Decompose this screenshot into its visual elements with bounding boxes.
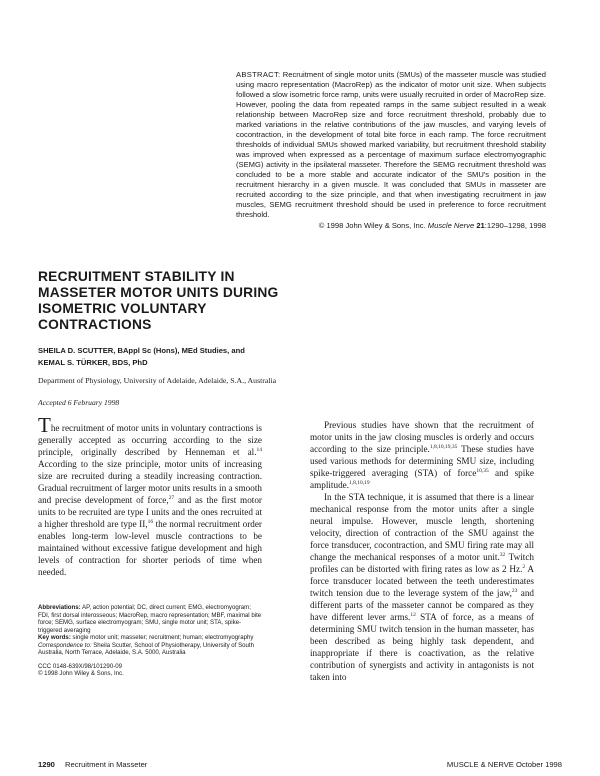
abbreviations <box>38 604 262 634</box>
reference: 32 <box>499 551 506 558</box>
ccc-code: CCC 0148-639X/98/101290-09 <box>38 662 123 670</box>
reference: 12 <box>410 611 416 618</box>
citation-journal: Muscle Nerve <box>427 221 475 230</box>
paragraph <box>310 419 534 491</box>
page-number: 1290 <box>38 760 55 769</box>
text-run: These studies have used various methods for determining SMU size, including spike-triggered averaging (STA) of force <box>310 444 534 478</box>
paragraph <box>38 413 262 578</box>
text-run: In the STA technique, it is assumed that there is a linear mechanical response from the motor units after a single neural impulse. However, muscle length, shortening velocity, direction of contraction of the SMU against the force transducer, cocontraction, and SMU firing rate may all change the mechanical responses of a motor unit. <box>310 492 534 562</box>
text-run: and as the first motor units to be recruited are type I units and the ones recruited at a higher threshold are type II, <box>38 495 262 529</box>
text-run: Twitch profiles can be distorted with firing rates as low as 2 Hz. <box>310 552 534 574</box>
reference: 14 <box>256 446 262 453</box>
reference: 10,35 <box>476 467 489 474</box>
abstract <box>236 70 546 231</box>
abstract-heading: ABSTRACT: <box>236 70 281 79</box>
text-run: A force transducer located between the teeth underestimates twitch tension due to the leverage system of the jaw, <box>310 564 534 598</box>
running-footer <box>38 760 562 769</box>
copyright: © 1998 John Wiley & Sons, Inc. <box>38 670 124 677</box>
accepted-date: Accepted 6 February 1998 <box>38 398 120 407</box>
abstract-text: Recruitment of single motor units (SMUs) of the masseter muscle was studied using macro representation (MacroRep) as the indicator of motor unit size. When subjects followed a slow isometric force ramp, units were usually recruited in order of MacroRep size. However, pooling the data from repeated ramps in the same subject resulted in a weak relationship between MacroRep size and force recruitment threshold, probably due to marked variations in the relative contributions of the jaw muscles, and varying levels of cocontraction, in the development of total bite force in each ramp. The force recruitment thresholds of individual SMUs showed marked variability, but recruitment threshold stability was improved when expressed as a percentage of maximum surface electromyographic (SEMG) activity in the ipsilateral masseter. Therefore the SEMG recruitment threshold was concluded to be a more stable and accurate indicator of the SMU's position in the recruitment hierarchy in a given muscle. It was concluded that SMUs in masseter are recruited according to the size principle, and that when investigating recruitment in jaw muscles, SEMG recruitment threshold should be used in preference to force recruitment threshold. <box>236 70 546 219</box>
correspondence-text: Sheila Scutter, School of Physiotherapy, University of South Australia, North Terrace, Adelaide, S.A. 5000, Australia <box>38 641 255 656</box>
authors-line-2: KEMAL S. TÜRKER, BDS, PhD <box>38 358 148 367</box>
keywords-text: single motor unit; masseter; recruitment; human; electromyography <box>70 634 254 641</box>
keywords <box>38 634 262 642</box>
citation-prefix: © 1998 John Wiley & Sons, Inc. <box>318 221 426 230</box>
reference: 16 <box>147 518 154 525</box>
text-run: STA of force, as a means of determining SMU twitch tension in the human masseter, has been described as being highly task dependent, and inappropriate if there is coactivation, as the relative contribution of synergists and activity in antagonists is not taken into <box>310 612 534 682</box>
correspondence-label: Correspondence to: <box>38 641 92 649</box>
body-column-right <box>310 419 534 683</box>
correspondence <box>38 642 262 657</box>
text-run: the normal recruitment order enables long-term low-level muscle contractions to be maintained without excessive fatigue development and high levels of contraction for shorter periods of time when needed. <box>38 519 262 577</box>
affiliation: Department of Physiology, University of Adelaide, Adelaide, S.A., Australia <box>38 376 277 385</box>
authors-line-1: SHEILA D. SCUTTER, BAppl Sc (Hons), MEd Studies, and <box>38 346 245 355</box>
abbreviations-text: AP, action potential; DC, direct current; EMG, electromyogram; FDI, first dorsal interosseous; MacroRep, macro representation; MBF, maximal bite force; SEMG, surface electromyogram; SMU, single motor unit; STA, spike-triggered averaging <box>38 604 262 634</box>
text-run: and different parts of the masseter cannot be compared as they have different lever arms. <box>310 588 535 622</box>
drop-cap: T <box>38 413 51 437</box>
footnotes <box>38 604 262 678</box>
journal-date: MUSCLE & NERVE October 1998 <box>446 760 562 769</box>
reference: 27 <box>168 494 175 501</box>
running-title: Recruitment in Masseter <box>65 760 148 769</box>
reference: 1,8,10,19 <box>349 479 370 486</box>
abbreviations-label: Abbreviations: <box>38 604 81 611</box>
reference: 2 <box>522 563 526 570</box>
text-run: Previous studies have shown that the recruitment of motor units in the jaw closing muscles is orderly and occurs according to the size principle. <box>310 420 534 454</box>
abstract-citation <box>236 221 546 231</box>
citation-pages: :1290–1298, 1998 <box>484 221 546 230</box>
keywords-label: Key words: <box>38 634 71 641</box>
text-run: he recruitment of motor units in voluntary contractions is generally accepted as occurring according to the size principle, originally described by Henneman et al. <box>38 423 262 457</box>
paragraph <box>310 491 534 683</box>
reference: 23 <box>511 587 518 594</box>
text-run: According to the size principle, motor units of increasing size are recruited during a steadily increasing contraction. Gradual recruitment of larger motor units results in a smooth and precise development of force, <box>38 459 262 505</box>
citation-volume: 21 <box>476 221 485 230</box>
body-column-left <box>38 413 262 578</box>
article-title: RECRUITMENT STABILITY IN MASSETER MOTOR UNITS DURING ISOMETRIC VOLUNTARY CONTRACTIONS <box>38 269 279 332</box>
reference: 1,8,10,19,35 <box>429 443 458 450</box>
text-run: and spike amplitude. <box>310 468 534 490</box>
authors <box>38 345 298 369</box>
